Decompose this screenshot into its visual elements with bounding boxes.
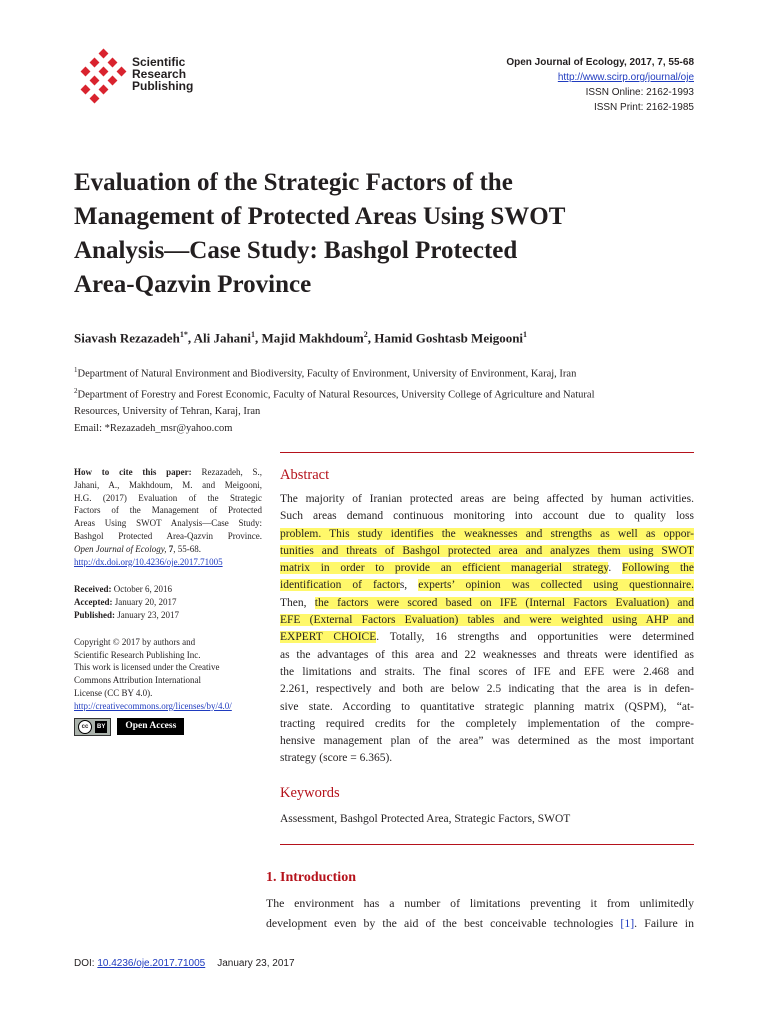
journal-citation: Open Journal of Ecology, 2017, 7, 55-68 [506,57,694,68]
author-affiliation-marker: 1 [251,330,256,339]
highlighted-text: problem. This study identifies the weaknesses and strengths as well as oppor- [280,527,694,540]
license-badges [74,718,262,736]
author-affiliation-marker: 1* [179,330,188,339]
issn-online: ISSN Online: 2162-1993 [585,87,694,98]
citation-doi-link[interactable]: http://dx.doi.org/10.4236/oje.2017.71005 [74,556,223,567]
accepted-date: January 20, 2017 [114,597,177,608]
creative-commons-icon: cc [78,720,92,734]
logo-mark-icon [74,48,134,108]
author-affiliation-marker: 2 [363,330,368,339]
issn-print: ISSN Print: 2162-1985 [593,102,694,113]
author-name: Siavash Rezazadeh [74,330,180,346]
author-name: , Hamid Goshtasb Meigooni [367,330,524,346]
published-date: January 23, 2017 [117,609,180,620]
cc-by-badge[interactable] [74,718,111,736]
highlighted-text: Following the [621,562,694,575]
highlighted-text: EFE (External Factors Evaluation) tables and were weighted using AHP and [280,614,694,627]
received-date: October 6, 2016 [113,584,172,595]
section-heading: 1. Introduction [266,870,356,885]
footer-doi-link[interactable]: 10.4236/oje.2017.71005 [97,958,206,969]
author-name: , Ali Jahani [187,330,252,346]
highlighted-text: matrix in order to provide an efficient managerial strategy [280,562,609,575]
journal-url-link[interactable]: http://www.scirp.org/journal/oje [557,72,694,83]
affiliations [74,362,595,437]
dates-block: Received: October 6, 2016 Accepted: January 20, 2017 Published: January 23, 2017 [74,584,180,620]
footer-date: January 23, 2017 [217,958,295,969]
highlighted-text: identification of factor [280,579,400,592]
title-line: Analysis—Case Study: Bashgol Protected [74,237,518,264]
abstract-body: The majority of Iranian protected areas are being affected by human activities. Such areas demand continuous monitoring into account due to quality loss problem. This study identifies the weaknesses and strengths as well as oppor- tunities and threats of Bashgol protected area and analyzes them using SWOT matrix in order to provide an efficient managerial strategy. Following the identification of factors, experts’ opinion was collected using questionnaire. Then, the factors were scored based on IFE (Internal Factors Evaluation) and EFE (External Factors Evaluation) tables and were weighted using AHP and EXPERT CHOICE. Totally, 16 strengths and opportunities were determined as the advantages of this area and 22 weaknesses and threats were identified as the limitations and straits. The final scores of IFE and EFE were 2.468 and 2.261, respectively and both are below 2.5 indicating that the area is in defen- sive state. According to quantitative strategic planning matrix (QSPM), “at- tracting required credits for the completely implementation of the compre- hensive management plan of the area” was determined as the most important strategy (score = 6.365). [280,493,694,765]
highlighted-text: tunities and threats of Bashgol protected area and analyzes them using SWOT [280,544,694,557]
keywords-bottom-rule [280,844,694,845]
introduction-section: 1. Introduction The environment has a number of limitations preventing it from unlimitedly development even by the aid of the best conceivable technologies [1]. Failure in [266,870,694,930]
abstract-heading: Abstract [280,467,330,483]
author-name: , Majid Makhdoum [255,330,364,346]
citation-block: How to cite this paper: Rezazadeh, S., Jahani, A., Makhdoum, M. and Meigooni, H.G. (2017) Evaluation of the Strategic Factors of the Management of Protected Areas Using SWOT Analysis—Case Study: Bashgol Protected Area-Qazvin Province. Open Journal of Ecology, 7, 55-68. http://dx.doi.org/10.4236/oje.2017.71005 [74,467,262,567]
highlighted-text: experts’ opinion was collected using questionnaire. [418,579,694,592]
abstract-top-rule [280,452,694,453]
author-affiliation-marker: 1 [523,330,528,339]
logo-text-line1: Scientific [132,55,186,69]
journal-info [506,55,694,115]
cite-label: How to cite this paper: [74,467,192,477]
affiliation-2: $^2$Department of Forestry and Forest Economic, Faculty of Natural Resources, University College of Agriculture and Natural [74,386,595,400]
title-line: Evaluation of the Strategic Factors of the [74,169,513,196]
attribution-icon: BY [95,721,107,733]
logo-text-line3: Publishing [132,79,194,93]
highlighted-text: the factors were scored based on IFE (Internal Factors Evaluation) and [314,596,694,609]
paper-title [74,166,565,302]
abstract-section [280,452,694,845]
license-link[interactable]: http://creativecommons.org/licenses/by/4.0/ [74,700,232,711]
title-line: Area-Qazvin Province [74,271,312,298]
open-access-badge[interactable]: Open Access [117,718,184,735]
author-email: Email: *Rezazadeh_msr@yahoo.com [74,423,233,434]
keywords-heading: Keywords [280,784,340,801]
title-line: Management of Protected Areas Using SWOT [74,203,566,230]
logo-text-line2: Research [132,67,187,81]
page-footer: DOI: 10.4236/oje.2017.71005 January 23, 2017 [74,958,295,969]
keywords-text: Assessment, Bashgol Protected Area, Strategic Factors, SWOT [280,812,571,825]
author-list [74,330,527,346]
highlighted-text: EXPERT CHOICE [280,631,377,644]
license-block: Copyright © 2017 by authors and Scientific Research Publishing Inc. This work is licensed under the Creative Commons Attribution International License (CC BY 4.0). http://creativecommons.org/licenses/by/4.0/ [74,636,232,711]
publisher-logo [74,48,204,110]
affiliation-1: $^1$Department of Natural Environment and Biodiversity, Faculty of Environment, University of Environment, Karaj, Iran [74,366,577,380]
affiliation-2-cont: Resources, University of Tehran, Karaj, Iran [74,406,261,417]
sidebar [74,466,262,736]
reference-link[interactable]: [1] [620,916,635,930]
